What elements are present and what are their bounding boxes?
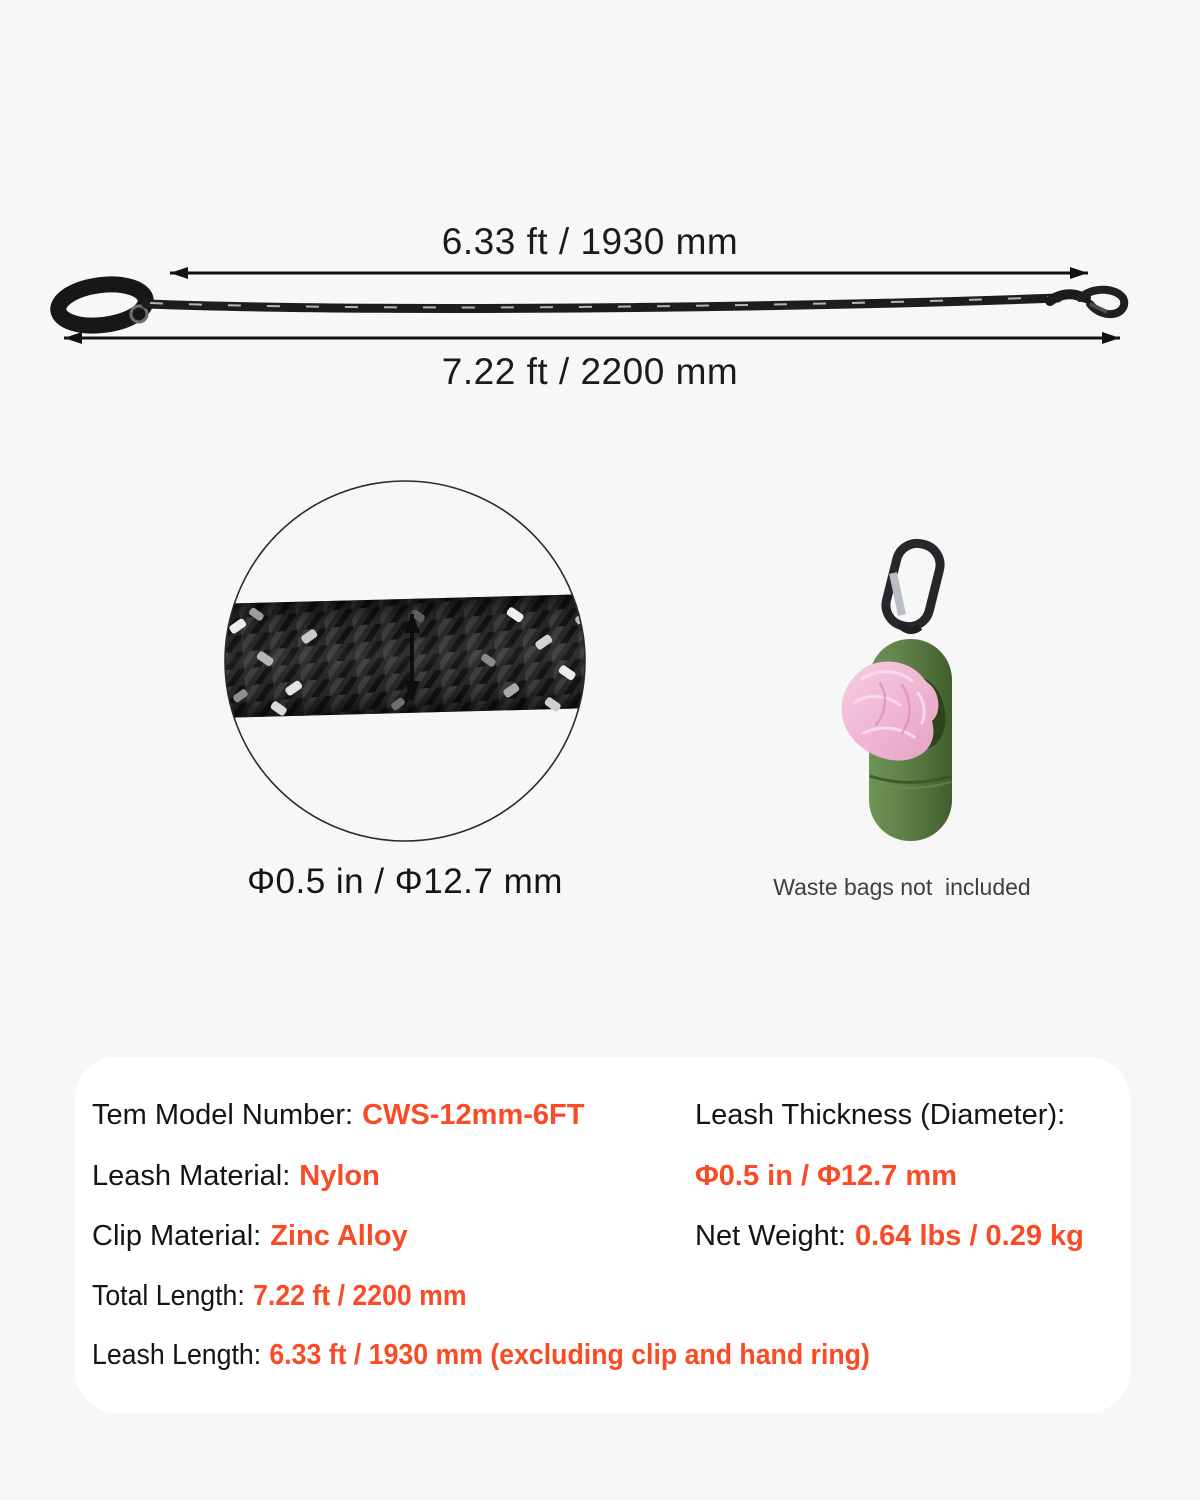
waste-bag-dispenser: [828, 533, 993, 863]
spec-row-leash-material: [92, 1159, 380, 1194]
spec-label: Leash Material:: [92, 1160, 291, 1192]
carabiner-gate: [893, 573, 902, 615]
spec-value: 0.64 lbs / 0.29 kg: [854, 1220, 1084, 1252]
spec-value: Φ0.5 in / Φ12.7 mm: [695, 1160, 957, 1192]
spec-row-leash-length: [92, 1338, 870, 1373]
spec-label: Clip Material:: [92, 1220, 262, 1252]
spec-label: Leash Length:: [92, 1339, 262, 1371]
spec-row-clip-material: [92, 1219, 408, 1254]
spec-value: 7.22 ft / 2200 mm: [253, 1280, 467, 1312]
total-length-dimension-label: 7.22 ft / 2200 mm: [441, 351, 739, 392]
spec-panel: [75, 1057, 1130, 1413]
spec-row-thickness-value: [695, 1159, 957, 1194]
spec-row-net-weight: [695, 1219, 1084, 1254]
snap-clip-icon: [1050, 290, 1124, 314]
spec-row-total-length: [92, 1279, 467, 1314]
spec-row-thickness-label: [695, 1098, 1074, 1133]
leash-length-dimension-label: 6.33 ft / 1930 mm: [441, 221, 739, 262]
waste-bag-note: Waste bags not included: [773, 874, 1031, 900]
spec-value: Zinc Alloy: [270, 1220, 408, 1252]
spec-row-model: [92, 1098, 584, 1133]
spec-value: Nylon: [299, 1160, 380, 1192]
spec-value: 6.33 ft / 1930 mm (excluding clip and hand ring): [269, 1339, 870, 1371]
carabiner-icon: [881, 539, 944, 631]
rope: [146, 297, 1058, 308]
spec-value: CWS-12mm-6FT: [362, 1099, 585, 1131]
rope-braid: [205, 594, 605, 719]
spec-label: Tem Model Number:: [92, 1099, 354, 1131]
handle-loop: [56, 280, 148, 330]
spec-label: Net Weight:: [695, 1220, 846, 1252]
rope-diameter-label: Φ0.5 in / Φ12.7 mm: [247, 862, 563, 901]
spec-label: Total Length:: [92, 1280, 245, 1312]
leash-illustration: [56, 280, 1124, 330]
spec-label: Leash Thickness (Diameter):: [695, 1099, 1066, 1131]
rope-cross-section-circle: [205, 462, 605, 862]
